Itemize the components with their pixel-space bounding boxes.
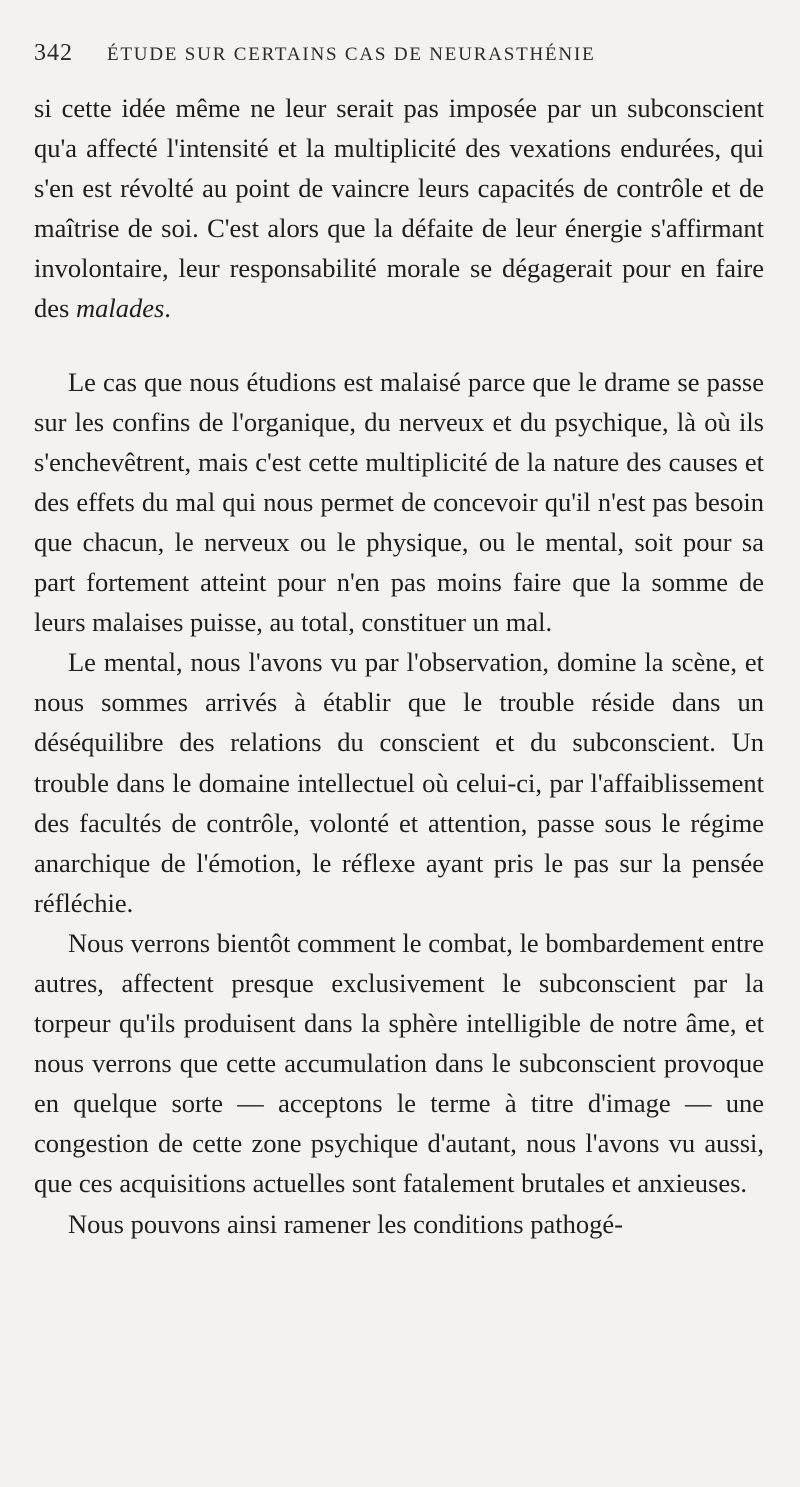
running-title: ÉTUDE SUR CERTAINS CAS DE NEURASTHÉNIE xyxy=(107,44,596,65)
paragraph-1 xyxy=(34,88,764,329)
page-number: 342 xyxy=(34,40,73,66)
paragraph-1-end: . xyxy=(164,293,171,324)
paragraph-1-italic-word: malades xyxy=(75,293,165,324)
paragraph-2: Le cas que nous étudions est malaisé parce que le drame se passe sur les confins de l'organique, du nerveux et du psychique, là où ils s'enchevêtrent, mais c'est cette multiplicité de la nature des causes et des effets du mal qui nous permet de concevoir qu'il n'est pas besoin que chacun, le nerveux ou le physique, ou le mental, soit pour sa part fortement atteint pour n'en pas moins faire que la somme de leurs malaises puisse, au total, constituer un mal. xyxy=(34,366,764,638)
running-header xyxy=(34,40,764,88)
body-text xyxy=(34,88,764,1244)
paragraph-5: Nous pouvons ainsi ramener les conditions pathogé- xyxy=(68,1208,623,1239)
paragraph-3: Le mental, nous l'avons vu par l'observation, domine la scène, et nous sommes arrivés à établir que le trouble réside dans un déséquilibre des relations du conscient et du subconscient. Un trouble dans le domaine intellectuel où celui-ci, par l'affaiblissement des facultés de contrôle, volonté et attention, passe sous le régime anarchique de l'émotion, le réflexe ayant pris le pas sur la pensée réfléchie. xyxy=(34,647,764,918)
paragraph-1-text: si cette idée même ne leur serait pas imposée par un subconscient qu'a affecté l'intensité et la multiplicité des vexations endurées, qui s'en est révolté au point de vaincre leurs capacités de contrôle et de maîtrise de soi. C'est alors que la défaite de leur énergie s'affirmant involontaire, leur responsabilité morale se dégagerait pour en faire des xyxy=(34,93,764,324)
paragraph-4: Nous verrons bientôt comment le combat, le bombardement entre autres, affectent presque exclusivement le subconscient par la torpeur qu'ils produisent dans la sphère intelligible de notre âme, et nous verrons que cette accumulation dans le subconscient provoque en quelque sorte — acceptons le terme à titre d'image — une congestion de cette zone psychique d'autant, nous l'avons vu aussi, que ces acquisitions actuelles sont fatalement brutales et anxieuses. xyxy=(34,927,764,1199)
